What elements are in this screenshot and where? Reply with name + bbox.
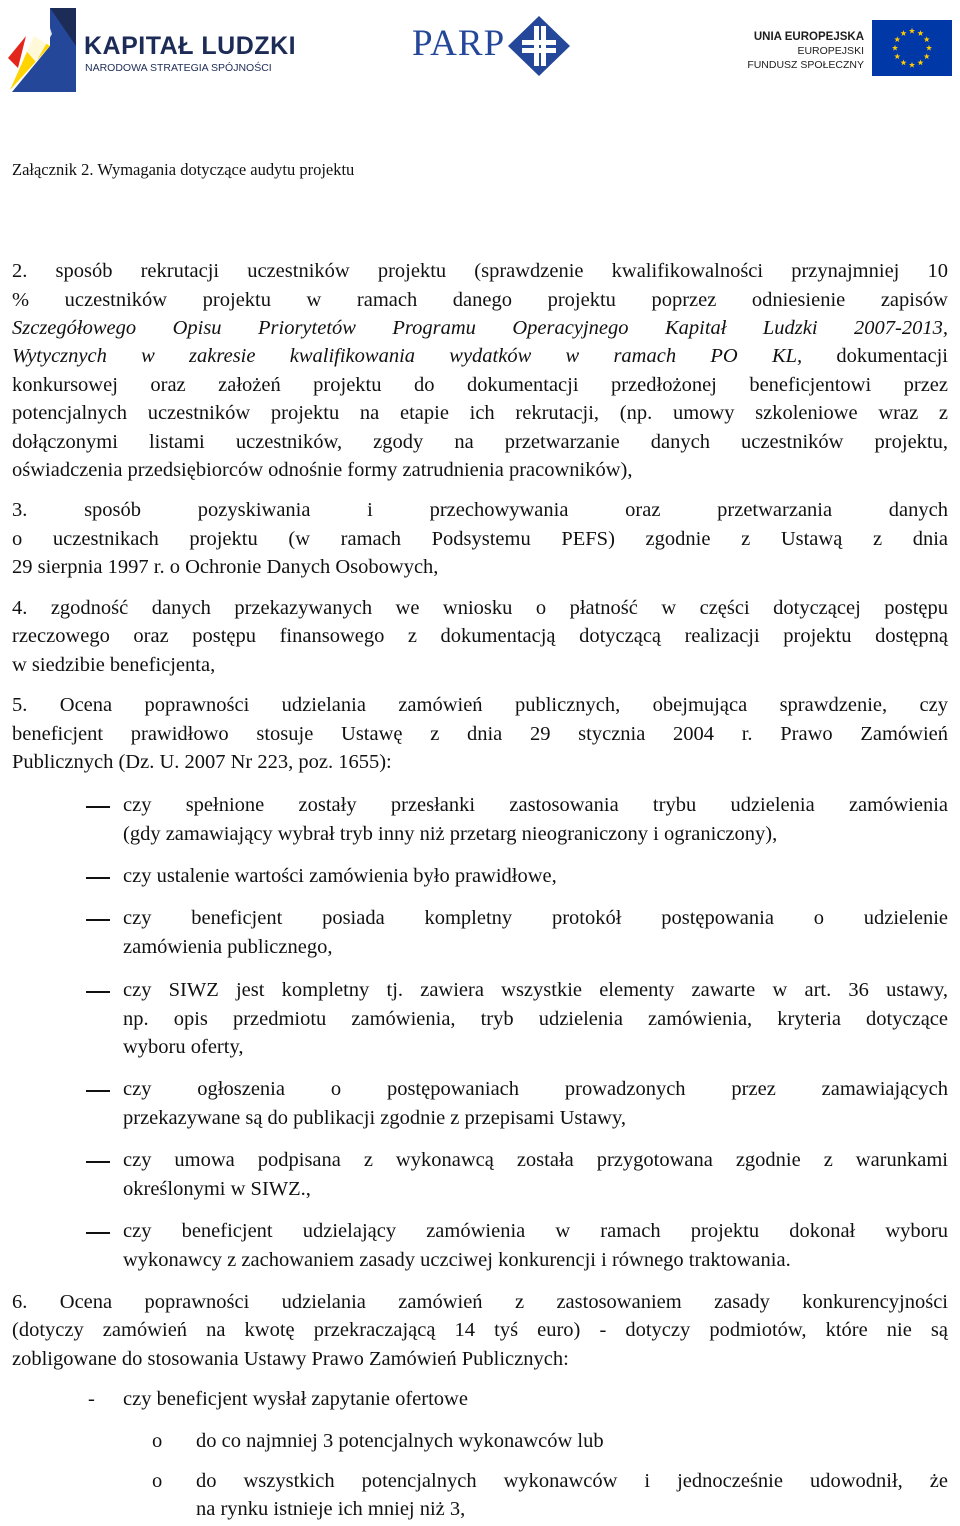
s2-line-7: dołączonymi listami uczestników, zgody na przetwarzanie danych uczestników projektu, — [12, 431, 948, 453]
item-6-line-2: określonymi w SIWZ., — [123, 1178, 311, 1200]
s4-line-2: rzeczowego oraz postępu finansowego z dokumentacją dotyczącą realizacji projektu dostępną — [12, 625, 948, 647]
s2-line-2: % uczestników projektu w ramach danego projektu poprzez odniesienie zapisów — [12, 289, 948, 311]
item-4-line-1: czy SIWZ jest kompletny tj. zawiera wszystkie elementy zawarte w art. 36 ustawy, — [123, 979, 948, 1001]
eu-line-1: UNIA EUROPEJSKA — [753, 31, 864, 43]
s6-line-1: 6. Ocena poprawności udzielania zamówień z zastosowaniem zasady konkurencyjności — [12, 1291, 948, 1313]
header — [0, 0, 960, 100]
item-3-line-1: czy beneficjent posiada kompletny protokół postępowania o udzielenie — [123, 907, 948, 929]
s2-line-4-rest: dokumentacji — [802, 345, 948, 367]
dash-marker — [86, 1232, 110, 1234]
kl-title: KAPITAŁ LUDZKI — [84, 32, 297, 60]
item-3-line-2: zamówienia publicznego, — [123, 936, 333, 958]
dash-marker — [86, 1090, 110, 1092]
bullet-marker: o — [152, 1470, 163, 1492]
eu-flag-icon — [872, 20, 952, 76]
item-6-line-1: czy umowa podpisana z wykonawcą została przygotowana zgodnie z warunkami — [123, 1149, 948, 1171]
dash-marker — [86, 877, 110, 879]
s5-line-2: beneficjent prawidłowo stosuje Ustawę z dnia 29 stycznia 2004 r. Prawo Zamówień — [12, 723, 948, 745]
parp-emblem-icon — [508, 16, 570, 76]
dash-marker — [86, 806, 110, 808]
item-7-line-1: czy beneficjent udzielający zamówienia w ramach projektu dokonał wyboru — [123, 1220, 948, 1242]
eu-line-2: EUROPEJSKI — [797, 45, 864, 57]
s3-line-1: 3. sposób pozyskiwania i przechowywania oraz przetwarzania danych — [12, 499, 948, 521]
kapital-ludzki-logo — [6, 6, 297, 92]
s3-line-2: o uczestnikach projektu (w ramach Podsystemu PEFS) zgodnie z Ustawą z dnia — [12, 528, 948, 550]
item-5-line-1: czy ogłoszenia o postępowaniach prowadzonych przez zamawiających — [123, 1078, 948, 1100]
item-7-line-2: wykonawcy z zachowaniem zasady uczciwej konkurencji i równego traktowania. — [123, 1249, 791, 1271]
item-1-line-2: (gdy zamawiający wybrał tryb inny niż przetarg nieograniczony i ograniczony), — [123, 823, 778, 845]
s5-line-1: 5. Ocena poprawności udzielania zamówień publicznych, obejmująca sprawdzenie, czy — [12, 694, 948, 716]
item-2-line-1: czy ustalenie wartości zamówienia było prawidłowe, — [123, 865, 557, 887]
attachment-heading: Załącznik 2. Wymagania dotyczące audytu projektu — [12, 160, 355, 179]
s5-line-3: Publicznych (Dz. U. 2007 Nr 223, poz. 1655): — [12, 751, 392, 773]
dash-marker — [86, 1161, 110, 1163]
sub-item-text: czy beneficjent wysłał zapytanie ofertowe — [123, 1388, 468, 1410]
sub-bullet-2-line-2: na rynku istnieje ich mniej niż 3, — [196, 1498, 466, 1520]
s2-line-6: potencjalnych uczestników projektu na etapie ich rekrutacji, (np. umowy szkoleniowe wraz z — [12, 402, 948, 424]
eu-line-3: FUNDUSZ SPOŁECZNY — [747, 59, 864, 71]
bullet-marker: o — [152, 1430, 163, 1452]
dash-marker — [86, 991, 110, 993]
item-1-line-1: czy spełnione zostały przesłanki zastosowania trybu udzielenia zamówienia — [123, 794, 948, 816]
sub-bullet-1: do co najmniej 3 potencjalnych wykonawców lub — [196, 1430, 604, 1452]
eu-logo — [747, 20, 952, 78]
s6-line-3: zobligowane do stosowania Ustawy Prawo Zamówień Publicznych: — [12, 1348, 569, 1370]
s2-line-5: konkursowej oraz założeń projektu do dokumentacji przedłożonej beneficjentowi przez — [12, 374, 948, 396]
kl-subtitle: NARODOWA STRATEGIA SPÓJNOŚCI — [85, 62, 272, 74]
item-4-line-2: np. opis przedmiotu zamówienia, tryb udzielenia zamówienia, kryteria dotyczące — [123, 1008, 948, 1030]
sub-dash-marker: - — [88, 1388, 95, 1410]
sub-bullet-2-line-1: do wszystkich potencjalnych wykonawców i jednocześnie udowodnił, że — [196, 1470, 948, 1492]
s6-line-2: (dotyczy zamówień na kwotę przekraczającą 14 tyś euro) - dotyczy podmiotów, które nie są — [12, 1319, 948, 1341]
s2-line-3-italic: Szczegółowego Opisu Priorytetów Programu Operacyjnego Kapitał Ludzki 2007-2013, — [12, 317, 948, 339]
kapital-ludzki-emblem-icon — [6, 6, 78, 92]
s2-line-8: oświadczenia przedsiębiorców odnośnie formy zatrudnienia pracowników), — [12, 459, 633, 481]
s4-line-1: 4. zgodność danych przekazywanych we wniosku o płatność w części dotyczącej postępu — [12, 597, 948, 619]
parp-logo — [412, 16, 577, 76]
s4-line-3: w siedzibie beneficjenta, — [12, 654, 216, 676]
parp-title: PARP — [412, 23, 506, 64]
dash-marker — [86, 919, 110, 921]
s2-line-3 — [12, 314, 948, 343]
item-5-line-2: przekazywane są do publikacji zgodnie z przepisami Ustawy, — [123, 1107, 627, 1129]
s3-line-3: 29 sierpnia 1997 r. o Ochronie Danych Osobowych, — [12, 556, 439, 578]
s2-line-4 — [12, 342, 948, 371]
eu-text — [747, 30, 864, 72]
item-4-line-3: wyboru oferty, — [123, 1036, 244, 1058]
s2-line-1: 2. sposób rekrutacji uczestników projektu (sprawdzenie kwalifikowalności przynajmniej 10 — [12, 260, 948, 282]
s2-line-4-italic: Wytycznych w zakresie kwalifikowania wydatków w ramach PO KL, — [12, 345, 803, 367]
